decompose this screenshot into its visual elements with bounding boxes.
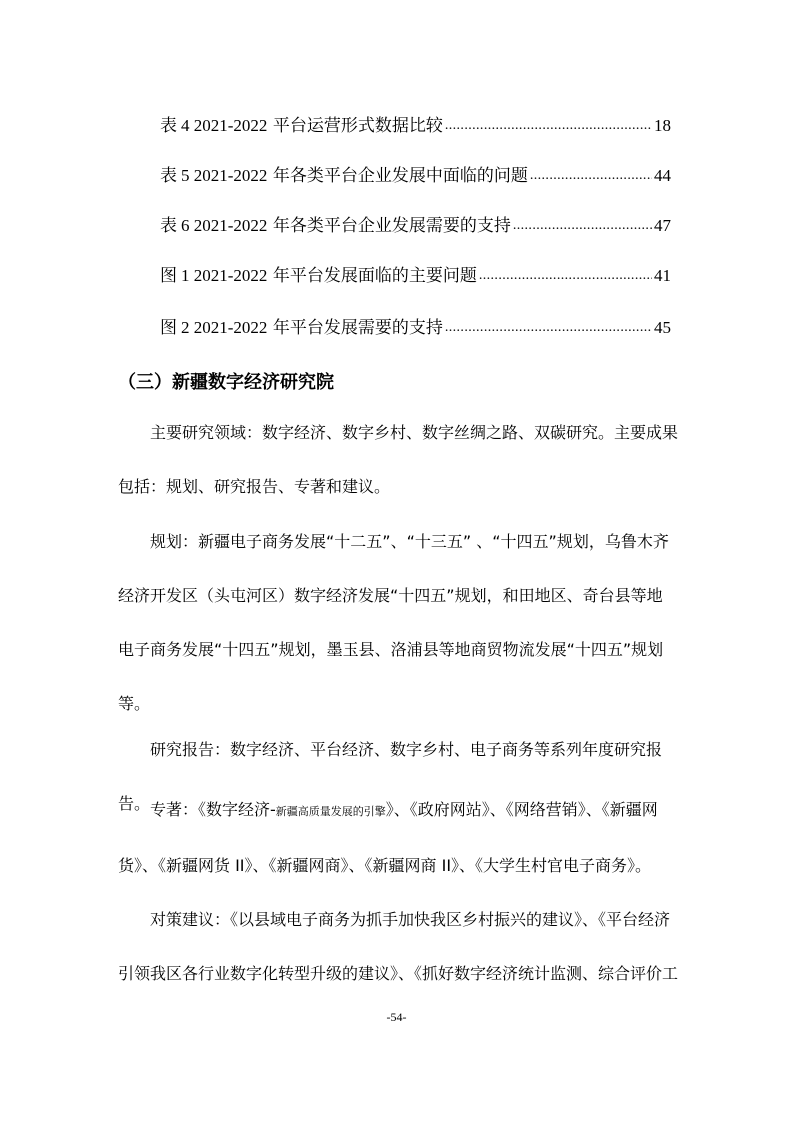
toc-page-number: 47: [654, 216, 671, 235]
toc-page-number: 44: [654, 166, 671, 185]
toc-label: 表 4 2021-2022 平台运营形式数据比较: [160, 116, 443, 136]
toc-line: [160, 260, 671, 286]
section-heading: （三）新疆数字经济研究院: [118, 372, 334, 393]
paragraph-planning: 规划：新疆电子商务发展“十二五”、“十三五” 、“十四五”规划，乌鲁木齐经济开发区（头屯河区）数字经济发展“十四五”规划，和田地区、奇台县等地电子商务发展“十四五”规划，墨玉县、洛浦县等地商贸物流发展“十四五”规划等。: [118, 532, 669, 713]
toc-label: 图 2 2021-2022 年平台发展需要的支持: [160, 318, 443, 338]
toc-leader-dots: [445, 118, 652, 136]
paragraph-advice: 对策建议：《以县域电子商务为抓手加快我区乡村振兴的建议》、《平台经济引领我区各行业数字化转型升级的建议》、《抓好数字经济统计监测、综合评价工: [118, 910, 679, 983]
toc-line: [160, 312, 671, 338]
toc-leader-dots: [445, 320, 652, 338]
toc-label: 表 5 2021-2022 年各类平台企业发展中面临的问题: [160, 166, 528, 186]
page-number: -54-: [386, 1010, 407, 1024]
paragraph-reports: 研究报告：数字经济、平台经济、数字乡村、电子商务等系列年度研究报告。: [118, 740, 663, 813]
toc-line: [160, 160, 671, 186]
toc-line: [160, 110, 671, 136]
toc-leader-dots: [530, 168, 652, 186]
toc-label: 图 1 2021-2022 年平台发展面临的主要问题: [160, 266, 477, 286]
toc-leader-dots: [513, 218, 652, 236]
paragraph-works: 专著：《数字经济-新疆高质量发展的引擎》、《政府网站》、《网络营销》、《新疆网货》、《新疆网货 II》、《新疆网商》、《新疆网商 II》、《大学生村官电子商务》。: [118, 800, 658, 875]
toc-line: [160, 210, 671, 236]
toc-leader-dots: [479, 268, 652, 286]
toc-label: 表 6 2021-2022 年各类平台企业发展需要的支持: [160, 216, 511, 236]
toc-page-number: 45: [654, 318, 671, 337]
toc-page-number: 18: [654, 116, 671, 135]
paragraph-research: 主要研究领域：数字经济、数字乡村、数字丝绸之路、双碳研究。主要成果包括：规划、研究报告、专著和建议。: [118, 423, 679, 496]
toc-page-number: 41: [654, 266, 671, 285]
